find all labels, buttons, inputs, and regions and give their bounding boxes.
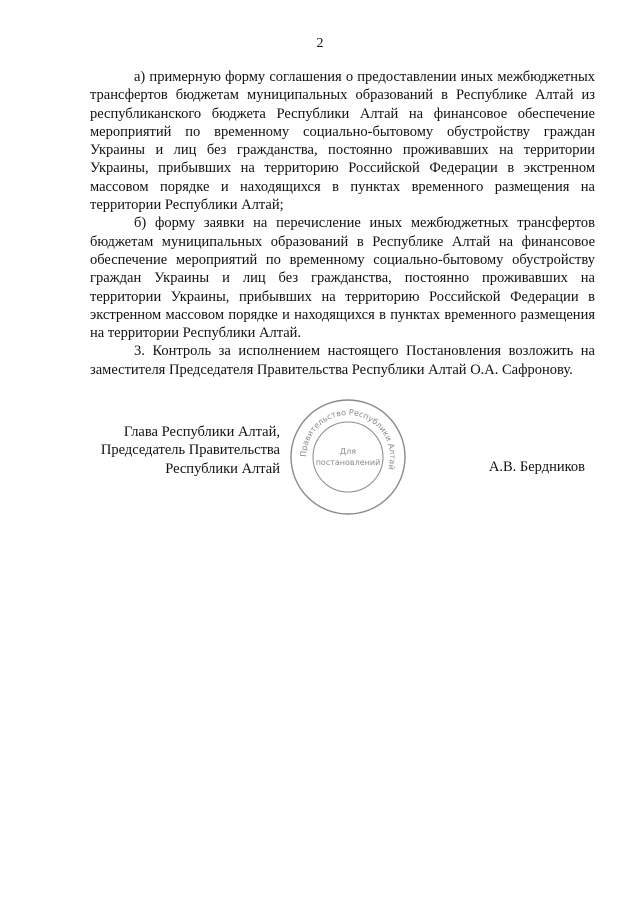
page-number: 2 <box>316 36 324 51</box>
svg-text:Правительство Республики Алтай: Правительство Республики Алтай <box>298 407 398 471</box>
paragraph-b: б) форму заявки на перечисление иных межбюджетных трансфертов бюджетам муниципальных образований в Республике Алтай на финансовое обеспечение мероприятий по временному социально-бытовому обустройству граждан Украины и лиц без гражданства, постоянно проживавших на территории Украины, прибывших на территорию Российской Федерации в экстренном массовом порядке и находящихся в пунктах временного размещения на территории Республики Алтай. <box>90 215 595 342</box>
paragraph-3: 3. Контроль за исполнением настоящего Постановления возложить на заместителя Председателя Правительства Республики Алтай О.А. Сафронову. <box>90 343 595 378</box>
svg-text:Для: Для <box>339 447 357 456</box>
paragraph-a: а) примерную форму соглашения о предоставлении иных межбюджетных трансфертов бюджетам муниципальных образований в Республике Алтай из республиканского бюджета Республики Алтай на финансовое обеспечение мероприятий по временному социально-бытовому обустройству граждан Украины и лиц без гражданства, постоянно проживавших на территории Украины, прибывших на территорию Российской Федерации в экстренном массовом порядке и находящихся в пунктах временного размещения на территории Республики Алтай; <box>90 69 595 214</box>
official-seal-stamp <box>283 398 413 516</box>
signatory-title-line-3: Республики Алтай <box>165 460 280 477</box>
document-body <box>90 68 595 379</box>
signatory-title <box>80 423 280 478</box>
signatory-name: А.В. Бердников <box>488 459 585 475</box>
signatory-title-line-1: Глава Республики Алтай, <box>123 424 280 440</box>
signatory-title-line-2: Председатель Правительства <box>100 442 280 459</box>
svg-text:постановлений: постановлений <box>315 458 381 467</box>
